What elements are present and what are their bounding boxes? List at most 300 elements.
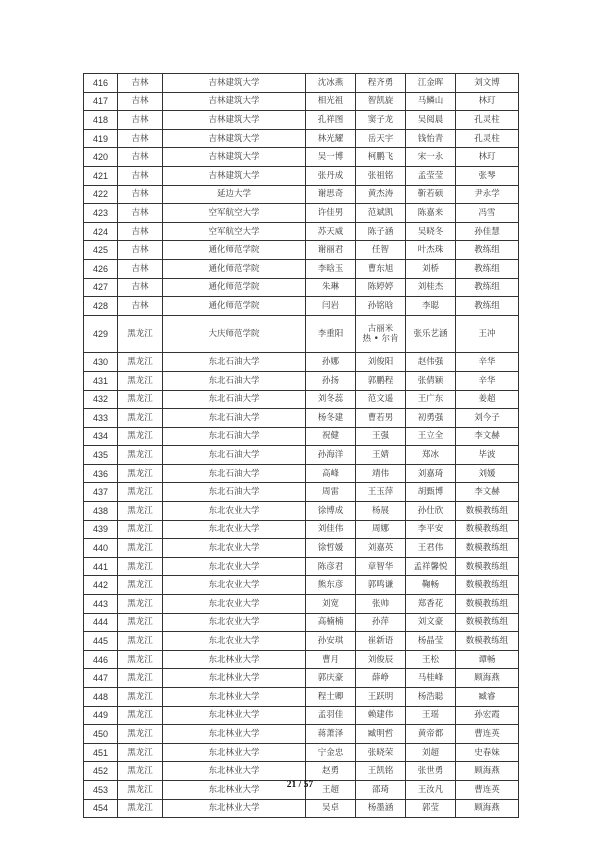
cell-member-3: 刘文豪 — [406, 613, 456, 632]
cell-coach: 数模教练组 — [456, 595, 519, 614]
cell-member-3: 孟祥馨悦 — [406, 557, 456, 576]
cell-number: 436 — [84, 464, 118, 483]
cell-member-1: 高楠楠 — [306, 613, 356, 632]
cell-member-2: 孙萍 — [356, 613, 406, 632]
cell-member-1: 孙扬 — [306, 371, 356, 390]
cell-province: 黑龙江 — [118, 706, 163, 725]
cell-coach: 刘今子 — [456, 409, 519, 428]
cell-member-2: 邵琦 — [356, 780, 406, 799]
table-row — [84, 799, 519, 818]
cell-school: 大庆师范学院 — [163, 315, 306, 353]
cell-coach: 数模教练组 — [456, 539, 519, 558]
cell-number: 437 — [84, 483, 118, 502]
cell-province: 吉林 — [118, 129, 163, 148]
cell-province: 吉林 — [118, 204, 163, 223]
cell-member-3: 叶杰珠 — [406, 241, 456, 260]
table-row — [84, 185, 519, 204]
cell-province: 黑龙江 — [118, 613, 163, 632]
cell-coach: 臧睿 — [456, 688, 519, 707]
cell-school: 吉林建筑大学 — [163, 74, 306, 93]
cell-number: 427 — [84, 278, 118, 297]
cell-coach: 曹连英 — [456, 780, 519, 799]
cell-number: 447 — [84, 669, 118, 688]
cell-coach: 教练组 — [456, 259, 519, 278]
page-number: 21 / 57 — [286, 780, 314, 790]
cell-member-3: 郭莹 — [406, 799, 456, 818]
table-row — [84, 576, 519, 595]
cell-province: 黑龙江 — [118, 743, 163, 762]
cell-school: 东北林业大学 — [163, 780, 306, 799]
table-row — [84, 427, 519, 446]
cell-school: 通化师范学院 — [163, 278, 306, 297]
cell-member-3: 刘桂杰 — [406, 278, 456, 297]
table-row — [84, 464, 519, 483]
cell-member-1: 刘宽 — [306, 595, 356, 614]
cell-number: 430 — [84, 353, 118, 372]
cell-school: 通化师范学院 — [163, 241, 306, 260]
cell-number: 446 — [84, 650, 118, 669]
table-row — [84, 446, 519, 465]
cell-coach: 刘媛 — [456, 464, 519, 483]
cell-coach: 刘文博 — [456, 74, 519, 93]
cell-coach: 李文赫 — [456, 483, 519, 502]
cell-member-2: 章智华 — [356, 557, 406, 576]
cell-member-1: 孔祥图 — [306, 111, 356, 130]
cell-member-3: 初勇强 — [406, 409, 456, 428]
cell-school: 空军航空大学 — [163, 204, 306, 223]
cell-province: 吉林 — [118, 222, 163, 241]
cell-school: 吉林建筑大学 — [163, 92, 306, 111]
cell-member-2: 陈婷婷 — [356, 278, 406, 297]
cell-member-3: 郑香花 — [406, 595, 456, 614]
cell-school: 通化师范学院 — [163, 297, 306, 316]
cell-member-3: 江金晖 — [406, 74, 456, 93]
cell-coach: 尹永学 — [456, 185, 519, 204]
table-row — [84, 743, 519, 762]
cell-number: 426 — [84, 259, 118, 278]
table-row — [84, 297, 519, 316]
cell-member-3: 王立全 — [406, 427, 456, 446]
cell-province: 黑龙江 — [118, 315, 163, 353]
cell-member-3: 杨晶莹 — [406, 632, 456, 651]
cell-member-1: 杨冬建 — [306, 409, 356, 428]
cell-member-2: 智凯旋 — [356, 92, 406, 111]
cell-number: 425 — [84, 241, 118, 260]
cell-member-1: 孙娜 — [306, 353, 356, 372]
cell-school: 东北石油大学 — [163, 483, 306, 502]
table-row — [84, 74, 519, 93]
cell-member-2: 刘俊辰 — [356, 650, 406, 669]
cell-member-2: 赖建伟 — [356, 706, 406, 725]
cell-number: 419 — [84, 129, 118, 148]
cell-member-1: 苏天威 — [306, 222, 356, 241]
cell-province: 吉林 — [118, 148, 163, 167]
cell-member-2: 范斌凯 — [356, 204, 406, 223]
cell-member-3: 刘桥 — [406, 259, 456, 278]
cell-school: 东北林业大学 — [163, 762, 306, 781]
results-table-body — [84, 74, 519, 818]
cell-number: 423 — [84, 204, 118, 223]
table-row — [84, 111, 519, 130]
cell-member-3: 陈嘉来 — [406, 204, 456, 223]
cell-member-1: 程士卿 — [306, 688, 356, 707]
cell-coach: 教练组 — [456, 241, 519, 260]
cell-school: 东北农业大学 — [163, 632, 306, 651]
cell-number: 444 — [84, 613, 118, 632]
cell-member-2: 陈子涵 — [356, 222, 406, 241]
cell-member-2: 周娜 — [356, 520, 406, 539]
cell-number: 429 — [84, 315, 118, 353]
cell-school: 东北农业大学 — [163, 576, 306, 595]
cell-coach: 孙宏霞 — [456, 706, 519, 725]
cell-number: 417 — [84, 92, 118, 111]
table-row — [84, 204, 519, 223]
table-row — [84, 222, 519, 241]
cell-member-1: 谢思奇 — [306, 185, 356, 204]
cell-number: 434 — [84, 427, 118, 446]
cell-school: 东北石油大学 — [163, 446, 306, 465]
cell-member-2: 王凯铭 — [356, 762, 406, 781]
cell-member-1: 王超 — [306, 780, 356, 799]
cell-school: 空军航空大学 — [163, 222, 306, 241]
cell-province: 黑龙江 — [118, 576, 163, 595]
cell-school: 东北林业大学 — [163, 799, 306, 818]
table-row — [84, 520, 519, 539]
cell-coach: 数模教练组 — [456, 632, 519, 651]
cell-province: 黑龙江 — [118, 520, 163, 539]
cell-member-2: 郭鹏程 — [356, 371, 406, 390]
cell-coach: 王冲 — [456, 315, 519, 353]
cell-province: 吉林 — [118, 185, 163, 204]
cell-member-2: 柯鹏飞 — [356, 148, 406, 167]
cell-member-2: 崔新语 — [356, 632, 406, 651]
cell-member-1: 孙海洋 — [306, 446, 356, 465]
table-row — [84, 483, 519, 502]
table-row — [84, 166, 519, 185]
cell-coach: 史春妹 — [456, 743, 519, 762]
cell-school: 吉林建筑大学 — [163, 129, 306, 148]
cell-school: 东北农业大学 — [163, 595, 306, 614]
table-row — [84, 278, 519, 297]
cell-number: 431 — [84, 371, 118, 390]
cell-member-3: 杨浩聪 — [406, 688, 456, 707]
results-table-container — [83, 73, 518, 818]
cell-number: 422 — [84, 185, 118, 204]
cell-coach: 辛华 — [456, 371, 519, 390]
cell-member-2: 王强 — [356, 427, 406, 446]
cell-member-1: 朱琳 — [306, 278, 356, 297]
cell-member-2: 曹东旭 — [356, 259, 406, 278]
cell-member-2: 黄杰涛 — [356, 185, 406, 204]
cell-member-1: 张丹成 — [306, 166, 356, 185]
cell-member-3: 马鳞山 — [406, 92, 456, 111]
table-row — [84, 557, 519, 576]
cell-coach: 林玎 — [456, 92, 519, 111]
table-row — [84, 595, 519, 614]
cell-province: 黑龙江 — [118, 595, 163, 614]
cell-province: 吉林 — [118, 241, 163, 260]
cell-coach: 数模教练组 — [456, 502, 519, 521]
cell-number: 453 — [84, 780, 118, 799]
cell-number: 438 — [84, 502, 118, 521]
table-row — [84, 353, 519, 372]
cell-number: 432 — [84, 390, 118, 409]
cell-member-1: 沈冰燕 — [306, 74, 356, 93]
cell-school: 东北农业大学 — [163, 557, 306, 576]
cell-member-2: 王婧 — [356, 446, 406, 465]
table-row — [84, 725, 519, 744]
cell-member-3: 张倩颖 — [406, 371, 456, 390]
cell-number: 424 — [84, 222, 118, 241]
cell-number: 452 — [84, 762, 118, 781]
table-row — [84, 762, 519, 781]
cell-coach: 林玎 — [456, 148, 519, 167]
cell-number: 416 — [84, 74, 118, 93]
cell-number: 441 — [84, 557, 118, 576]
cell-school: 东北石油大学 — [163, 390, 306, 409]
table-row — [84, 241, 519, 260]
cell-member-1: 郭庆豪 — [306, 669, 356, 688]
cell-coach: 孔灵柱 — [456, 129, 519, 148]
cell-school: 东北农业大学 — [163, 539, 306, 558]
cell-member-2: 曹若男 — [356, 409, 406, 428]
cell-coach: 数模教练组 — [456, 576, 519, 595]
cell-member-2: 薛峥 — [356, 669, 406, 688]
cell-member-1: 宁金忠 — [306, 743, 356, 762]
cell-coach: 顾海燕 — [456, 669, 519, 688]
cell-school: 东北林业大学 — [163, 669, 306, 688]
cell-province: 黑龙江 — [118, 483, 163, 502]
cell-member-3: 吴晓冬 — [406, 222, 456, 241]
cell-member-1: 李晗玉 — [306, 259, 356, 278]
cell-coach: 张琴 — [456, 166, 519, 185]
table-row — [84, 632, 519, 651]
cell-member-2: 窦子龙 — [356, 111, 406, 130]
cell-province: 黑龙江 — [118, 780, 163, 799]
cell-school: 延边大学 — [163, 185, 306, 204]
cell-number: 449 — [84, 706, 118, 725]
cell-province: 黑龙江 — [118, 650, 163, 669]
cell-coach: 谭畅 — [456, 650, 519, 669]
cell-number: 421 — [84, 166, 118, 185]
table-row — [84, 650, 519, 669]
cell-province: 黑龙江 — [118, 371, 163, 390]
cell-member-2: 杨墨涵 — [356, 799, 406, 818]
cell-member-3: 李聪 — [406, 297, 456, 316]
cell-member-1: 刘冬蕊 — [306, 390, 356, 409]
table-row — [84, 613, 519, 632]
cell-member-3: 李平安 — [406, 520, 456, 539]
cell-province: 吉林 — [118, 74, 163, 93]
cell-member-1: 吴一博 — [306, 148, 356, 167]
cell-member-3: 刘嘉琦 — [406, 464, 456, 483]
cell-member-1: 孙安琪 — [306, 632, 356, 651]
cell-member-3: 郑冰 — [406, 446, 456, 465]
cell-member-2: 刘嘉英 — [356, 539, 406, 558]
cell-member-1: 孟羽佳 — [306, 706, 356, 725]
cell-coach: 辛华 — [456, 353, 519, 372]
cell-member-1: 周雷 — [306, 483, 356, 502]
cell-province: 吉林 — [118, 166, 163, 185]
cell-member-3: 王瑶 — [406, 706, 456, 725]
cell-member-1: 赵勇 — [306, 762, 356, 781]
cell-school: 东北农业大学 — [163, 520, 306, 539]
cell-member-1: 曹月 — [306, 650, 356, 669]
cell-school: 东北林业大学 — [163, 650, 306, 669]
cell-province: 吉林 — [118, 259, 163, 278]
table-row — [84, 129, 519, 148]
cell-province: 黑龙江 — [118, 725, 163, 744]
cell-member-2: 任智 — [356, 241, 406, 260]
cell-member-3: 孙仕欣 — [406, 502, 456, 521]
cell-member-1: 刘佳伟 — [306, 520, 356, 539]
cell-coach: 孙佳慧 — [456, 222, 519, 241]
cell-member-3: 黄帝都 — [406, 725, 456, 744]
cell-member-3: 王广东 — [406, 390, 456, 409]
table-row — [84, 669, 519, 688]
cell-number: 442 — [84, 576, 118, 595]
cell-coach: 孔灵柱 — [456, 111, 519, 130]
cell-school: 通化师范学院 — [163, 259, 306, 278]
cell-member-3: 王君伟 — [406, 539, 456, 558]
cell-member-2: 张晓荣 — [356, 743, 406, 762]
cell-number: 428 — [84, 297, 118, 316]
table-row — [84, 539, 519, 558]
cell-school: 东北石油大学 — [163, 371, 306, 390]
cell-member-3: 张世勇 — [406, 762, 456, 781]
cell-province: 黑龙江 — [118, 669, 163, 688]
cell-member-1: 祝健 — [306, 427, 356, 446]
cell-member-3: 王汝凡 — [406, 780, 456, 799]
table-row — [84, 148, 519, 167]
cell-member-1: 蒋萧泽 — [306, 725, 356, 744]
cell-school: 东北石油大学 — [163, 409, 306, 428]
cell-school: 东北石油大学 — [163, 353, 306, 372]
cell-school: 东北石油大学 — [163, 427, 306, 446]
cell-member-3: 胡甄博 — [406, 483, 456, 502]
cell-province: 黑龙江 — [118, 427, 163, 446]
cell-school: 吉林建筑大学 — [163, 166, 306, 185]
cell-member-1: 吴卓 — [306, 799, 356, 818]
cell-member-1: 许佳男 — [306, 204, 356, 223]
cell-member-3: 靳若硕 — [406, 185, 456, 204]
cell-number: 433 — [84, 409, 118, 428]
cell-member-2: 范文遥 — [356, 390, 406, 409]
cell-member-1: 熊东彦 — [306, 576, 356, 595]
cell-number: 454 — [84, 799, 118, 818]
table-row — [84, 502, 519, 521]
results-table — [83, 73, 519, 818]
cell-number: 418 — [84, 111, 118, 130]
cell-member-2: 刘俊阳 — [356, 353, 406, 372]
cell-member-1: 陈彦君 — [306, 557, 356, 576]
cell-member-2: 张帅 — [356, 595, 406, 614]
cell-school: 吉林建筑大学 — [163, 148, 306, 167]
cell-coach: 曹连英 — [456, 725, 519, 744]
cell-member-3: 赵伟强 — [406, 353, 456, 372]
cell-school: 东北农业大学 — [163, 502, 306, 521]
cell-coach: 教练组 — [456, 297, 519, 316]
cell-province: 吉林 — [118, 278, 163, 297]
cell-number: 445 — [84, 632, 118, 651]
cell-school: 东北林业大学 — [163, 706, 306, 725]
cell-member-2: 靖伟 — [356, 464, 406, 483]
cell-school: 东北林业大学 — [163, 725, 306, 744]
cell-member-3: 孟莹莹 — [406, 166, 456, 185]
cell-member-3: 钱怡青 — [406, 129, 456, 148]
cell-province: 吉林 — [118, 92, 163, 111]
cell-member-2: 古丽米 热 • 尔肯 — [356, 315, 406, 353]
cell-province: 黑龙江 — [118, 409, 163, 428]
cell-school: 东北农业大学 — [163, 613, 306, 632]
cell-number: 451 — [84, 743, 118, 762]
cell-number: 440 — [84, 539, 118, 558]
cell-coach: 毕波 — [456, 446, 519, 465]
table-row — [84, 390, 519, 409]
cell-coach: 顾海燕 — [456, 762, 519, 781]
cell-province: 黑龙江 — [118, 390, 163, 409]
cell-number: 435 — [84, 446, 118, 465]
cell-province: 黑龙江 — [118, 557, 163, 576]
cell-province: 黑龙江 — [118, 446, 163, 465]
cell-member-3: 吴阅晨 — [406, 111, 456, 130]
cell-province: 黑龙江 — [118, 799, 163, 818]
cell-member-2: 孙铭晗 — [356, 297, 406, 316]
cell-member-3: 鞠畅 — [406, 576, 456, 595]
cell-member-1: 闫岩 — [306, 297, 356, 316]
cell-member-1: 谢丽君 — [306, 241, 356, 260]
cell-member-2: 郭鸣谦 — [356, 576, 406, 595]
cell-member-1: 徐博成 — [306, 502, 356, 521]
cell-member-2: 王跃明 — [356, 688, 406, 707]
cell-coach: 数模教练组 — [456, 520, 519, 539]
table-row — [84, 371, 519, 390]
cell-member-2: 臧明哲 — [356, 725, 406, 744]
cell-member-1: 相光祖 — [306, 92, 356, 111]
cell-number: 439 — [84, 520, 118, 539]
cell-member-3: 马桂峰 — [406, 669, 456, 688]
cell-member-1: 林光耀 — [306, 129, 356, 148]
cell-province: 黑龙江 — [118, 464, 163, 483]
cell-province: 黑龙江 — [118, 502, 163, 521]
table-row — [84, 688, 519, 707]
cell-school: 东北林业大学 — [163, 688, 306, 707]
cell-coach: 数模教练组 — [456, 613, 519, 632]
cell-province: 黑龙江 — [118, 762, 163, 781]
cell-province: 黑龙江 — [118, 539, 163, 558]
table-row — [84, 315, 519, 353]
cell-province: 黑龙江 — [118, 688, 163, 707]
cell-coach: 教练组 — [456, 278, 519, 297]
cell-province: 吉林 — [118, 297, 163, 316]
cell-school: 东北石油大学 — [163, 464, 306, 483]
cell-coach: 姜超 — [456, 390, 519, 409]
cell-member-2: 张祖铭 — [356, 166, 406, 185]
table-row — [84, 92, 519, 111]
cell-school: 东北林业大学 — [163, 743, 306, 762]
cell-member-3: 王松 — [406, 650, 456, 669]
cell-member-1: 徐哲媛 — [306, 539, 356, 558]
table-row — [84, 409, 519, 428]
cell-school: 吉林建筑大学 — [163, 111, 306, 130]
cell-member-1: 高峰 — [306, 464, 356, 483]
cell-coach: 数模教练组 — [456, 557, 519, 576]
cell-number: 448 — [84, 688, 118, 707]
cell-member-2: 岳天宇 — [356, 129, 406, 148]
cell-member-3: 张乐艺涵 — [406, 315, 456, 353]
cell-member-2: 程齐勇 — [356, 74, 406, 93]
cell-number: 443 — [84, 595, 118, 614]
